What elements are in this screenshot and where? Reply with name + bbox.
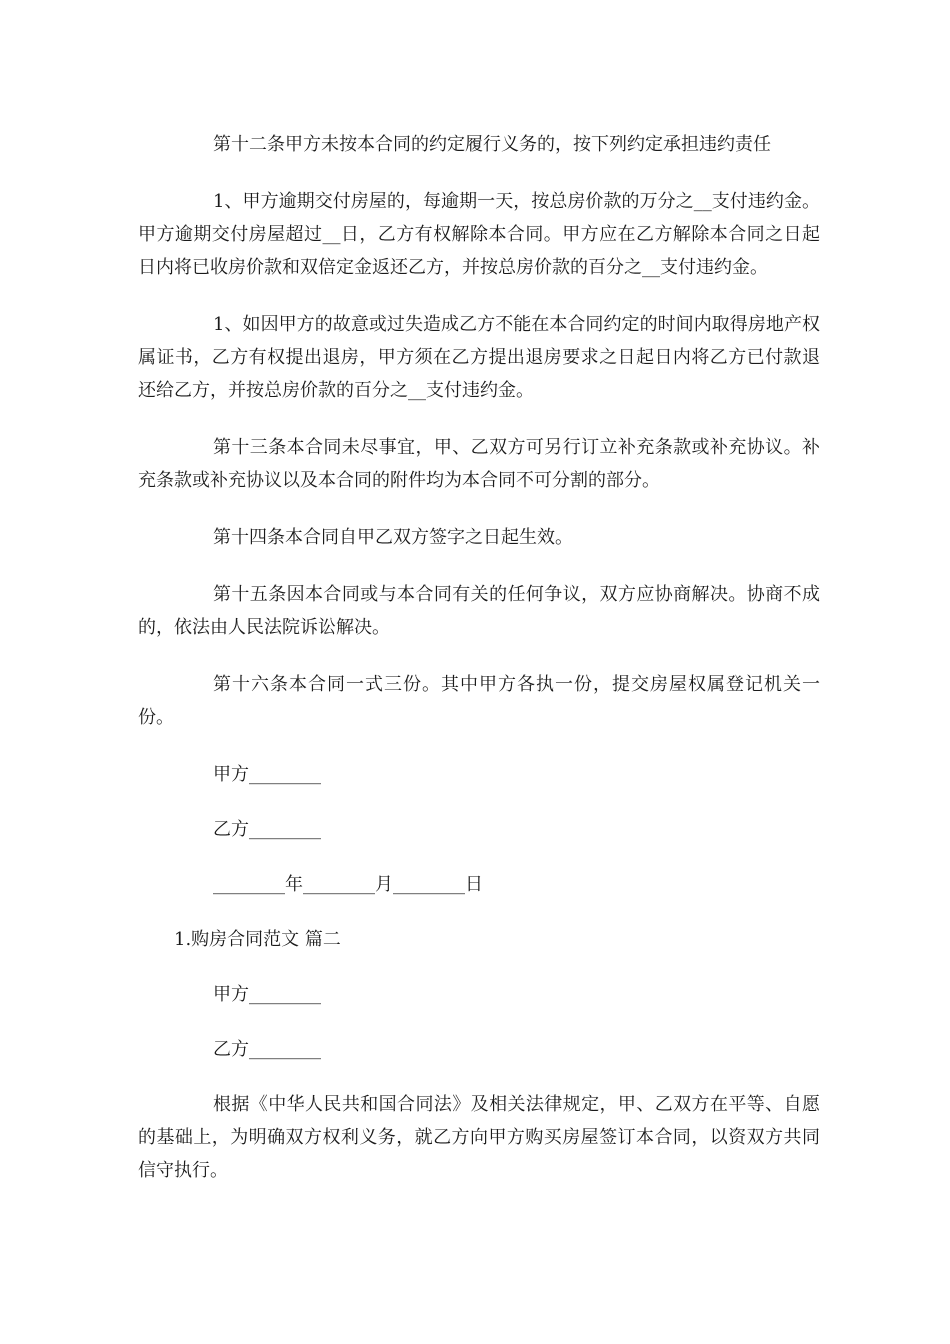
late-delivery-clause: 1、甲方逾期交付房屋的，每逾期一天，按总房价款的万分之__支付违约金。甲方逾期交付房屋超过__日，乙方有权解除本合同。甲方应在乙方解除本合同之日起日内将已收房价款和双倍定金返还乙方，并按总房价款的百分之__支付违约金。 <box>138 191 820 278</box>
signature-date: ________年________月________日 <box>213 874 483 895</box>
document-page <box>138 128 820 1211</box>
article-14-paragraph: 第十四条本合同自甲乙双方签字之日起生效。 <box>213 527 573 548</box>
title-certificate-clause: 1、如因甲方的故意或过失造成乙方不能在本合同约定的时间内取得房地产权属证书，乙方有权提出退房，甲方须在乙方提出退房要求之日起日内将乙方已付款退还给乙方，并按总房价款的百分之__支付违约金。 <box>138 314 820 401</box>
article-13-paragraph: 第十三条本合同未尽事宜，甲、乙双方可另行订立补充条款或补充协议。补充条款或补充协议以及本合同的附件均为本合同不可分割的部分。 <box>138 437 820 491</box>
article-15-paragraph: 第十五条因本合同或与本合同有关的任何争议，双方应协商解决。协商不成的，依法由人民法院诉讼解决。 <box>138 584 820 638</box>
signature-party-b: 乙方________ <box>213 819 321 840</box>
section-heading: 1.购房合同范文 篇二 <box>174 929 341 950</box>
section2-party-a: 甲方________ <box>213 984 321 1005</box>
signature-party-a: 甲方________ <box>213 764 321 785</box>
article-16-paragraph: 第十六条本合同一式三份。其中甲方各执一份，提交房屋权属登记机关一份。 <box>138 674 820 728</box>
article-12-paragraph: 第十二条甲方未按本合同的约定履行义务的，按下列约定承担违约责任 <box>213 134 771 155</box>
section2-party-b: 乙方________ <box>213 1039 321 1060</box>
intro-paragraph: 根据《中华人民共和国合同法》及相关法律规定，甲、乙双方在平等、自愿的基础上，为明确双方权利义务，就乙方向甲方购买房屋签订本合同，以资双方共同信守执行。 <box>138 1094 820 1181</box>
